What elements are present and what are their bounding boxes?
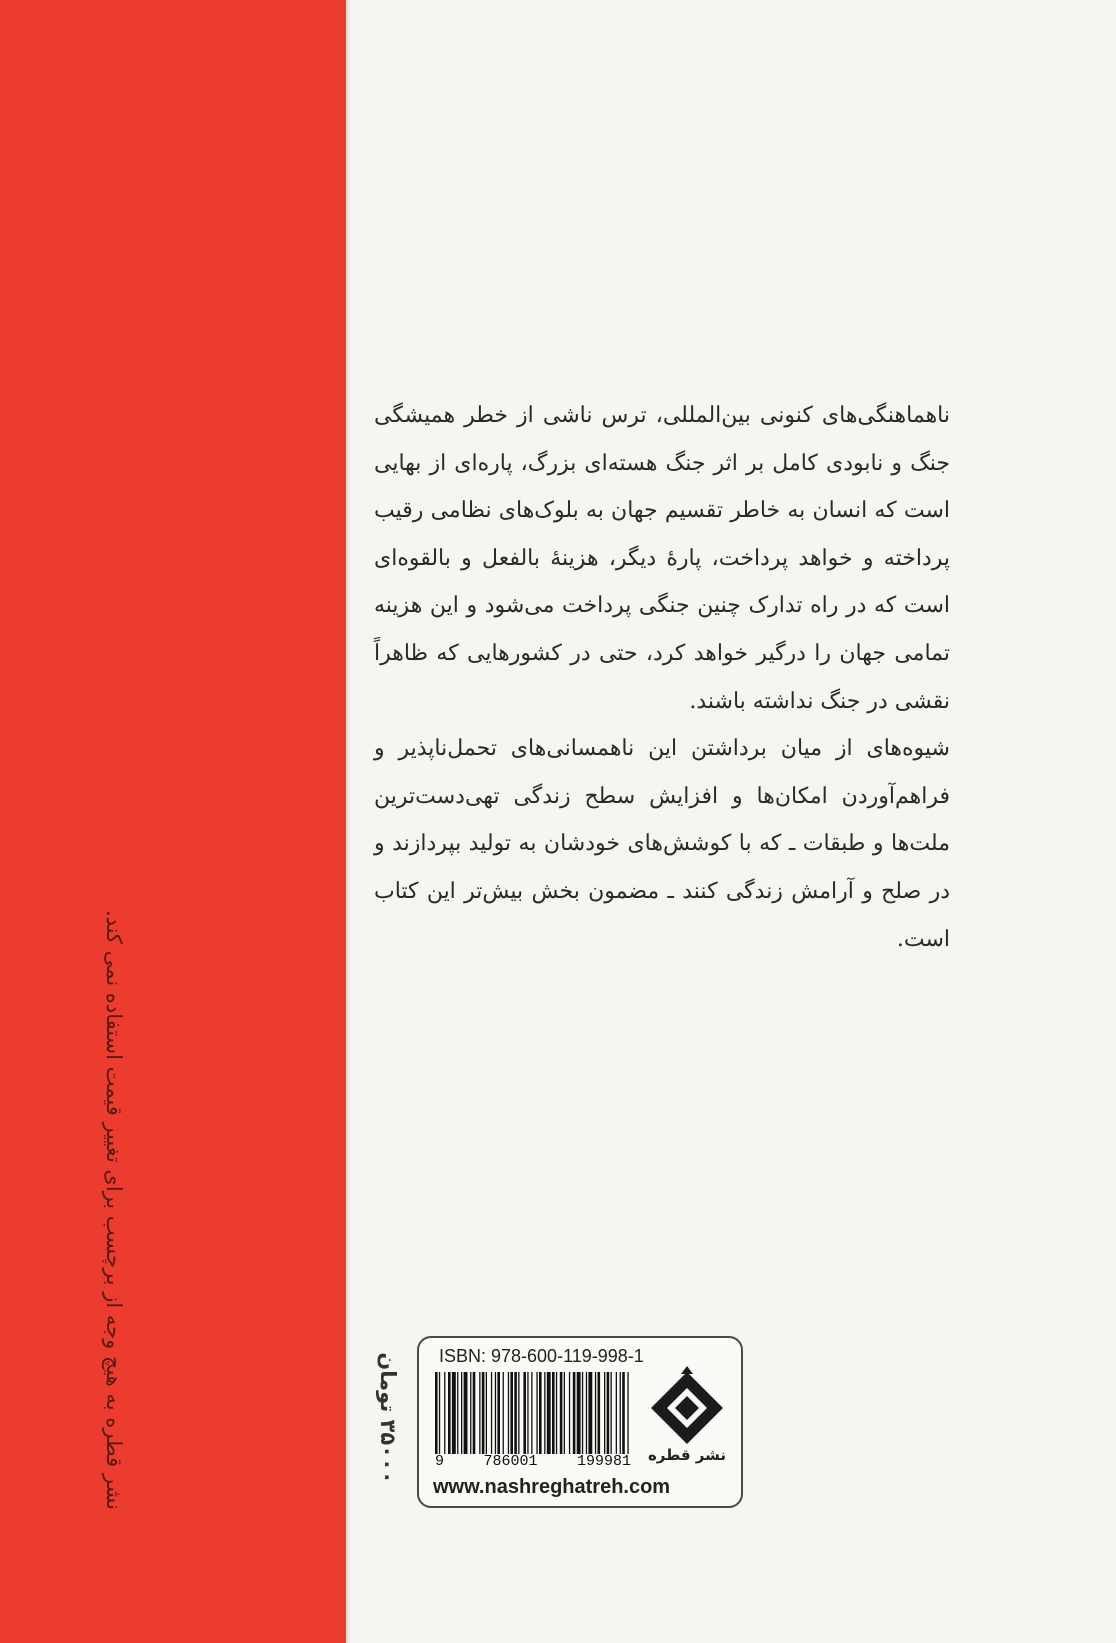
isbn-barcode-box	[417, 1336, 743, 1508]
barcode-digit-group: 199981	[576, 1453, 631, 1470]
blurb-paragraph-2: شیوه‌های از میان برداشتن این ناهمسانی‌های تحمل‌ناپذیر و فراهم‌آوردن امکان‌ها و افزایش سطح زندگی تهی‌دست‌ترین ملت‌ها و طبقات ـ که با کوشش‌های خودشان به تولید بپردازند و در صلح و آرامش زندگی کنند ـ مضمون بخش بیش‌تر این کتاب است.	[374, 736, 950, 952]
diamond-drop-logo-icon	[645, 1366, 729, 1458]
red-spine-band	[0, 0, 346, 1643]
barcode-digits	[435, 1454, 631, 1470]
blurb-paragraph-1: ناهماهنگی‌های کنونی بین‌المللی، ترس ناشی از خطر همیشگی جنگ و نابودی کامل بر اثر جنگ هسته‌ای بزرگ، پاره‌ای از بهایی است که انسان به خاطر تقسیم جهان به بلوک‌های نظامی رقیب پرداخته و خواهد پرداخت، پارهٔ دیگر، هزینهٔ بالفعل و بالقوه‌ای است که در راه تدارک چنین جنگی پرداخت می‌شود و این هزینه تمامی جهان را درگیر خواهد کرد، حتی در کشورهایی که ظاهراً نقشی در جنگ نداشته باشند.	[374, 403, 950, 714]
back-cover-blurb	[374, 392, 950, 963]
price-policy-text: نشر قطره به هیچ وجه از برچسب برای تغییر قیمت استفاده نمی کند.	[102, 909, 126, 1511]
barcode-digit-group: 9	[435, 1453, 445, 1470]
spine-edge-shadow	[346, 0, 350, 1643]
price-text: ۳۵۰۰۰ تومان	[376, 1352, 400, 1484]
barcode-digit-group: 786001	[483, 1453, 538, 1470]
publisher-website: www.nashreghatreh.com	[433, 1476, 671, 1498]
isbn-number: ISBN: 978-600-119-998-1	[439, 1346, 644, 1366]
publisher-name: نشر قطره	[647, 1446, 727, 1464]
